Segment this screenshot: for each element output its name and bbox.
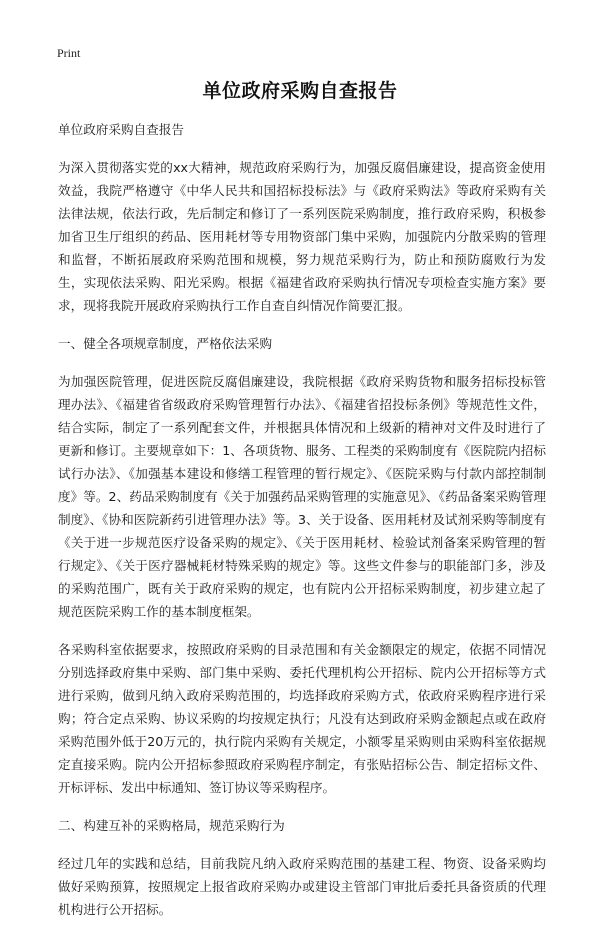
print-link[interactable]: Print — [57, 46, 81, 60]
paragraph-practice: 经过几年的实践和总结，目前我院凡纳入政府采购范围的基建工程、物资、设备采购均做好采购预算，按照规定上报省政府采购办或建设主管部门审批后委托具备资质的代理机构进行公开招标。 — [58, 856, 546, 917]
paragraph-regulations: 为加强医院管理，促进医院反腐倡廉建设，我院根据《政府采购货物和服务招标投标管理办法》、《福建省省级政府采购管理暂行办法》、《福建省招投标条例》等规范性文件，结合实际，制定了一系列配套文件，并根据具体情况和上级新的精神对文件及时进行了更新和修订。主要规章如下：1、各项货物、服务、工程类的采购制度有《医院院内招标试行办法》、《加强基本建设和修缮工程管理的暂行规定》、《医院采购与付款内部控制制度》等。2、药品采购制度有《关于加强药品采购管理的实施意见》、《药品备案采购管理制度》、《协和医院新药引进管理办法》等。3、关于设备、医用耗材及试剂采购等制度有《关于进一步规范医疗设备采购的规定》、《关于医用耗材、检验试剂备案采购管理的暂行规定》、《关于医疗器械耗材特殊采购的规定》等。这些文件参与的职能部门多，涉及的采购范围广，既有关于政府采购的规定，也有院内公开招标采购制度，初步建立起了规范医院采购工作的基本制度框架。 — [58, 374, 546, 619]
section-heading-2: 二、构建互补的采购格局，规范采购行为 — [58, 818, 285, 833]
document-body — [58, 118, 546, 936]
paragraph-procurement-methods: 各采购科室依据要求，按照政府采购的目录范围和有关金额限定的规定，依据不同情况分别选择政府集中采购、部门集中采购、委托代理机构公开招标、院内公开招标等方式进行采购，做到凡纳入政府采购范围的，均选择政府采购方式，依政府采购程序进行采购；符合定点采购、协议采购的均按规定执行；凡没有达到政府采购金额起点或在政府采购范围外低于20万元的，执行院内采购有关规定，小额零星采购则由采购科室依据规定直接采购。院内公开招标参照政府采购程序制定，有张贴招标公告、制定招标文件、开标评标、发出中标通知、签订协议等采购程序。 — [58, 642, 546, 795]
document-subtitle: 单位政府采购自查报告 — [58, 122, 184, 137]
section-heading-1: 一、健全各项规章制度，严格依法采购 — [58, 336, 273, 351]
paragraph-intro: 为深入贯彻落实党的xx大精神，规范政府采购行为，加强反腐倡廉建设，提高资金使用效益，我院严格遵守《中华人民共和国招标投标法》与《政府采购法》等政府采购有关法律法规，依法行政，先后制定和修订了一系列医院采购制度，推行政府采购，积极参加省卫生厅组织的药品、医用耗材等专用物资部门集中采购，加强院内分散采购的管理和监督，不断拓展政府采购范围和规模，努力规范采购行为，防止和预防腐败行为发生，实现依法采购、阳光采购。根据《福建省政府采购执行情况专项检查实施方案》要求，现将我院开展政府采购执行工作自查自纠情况作简要汇报。 — [58, 160, 546, 313]
page-title: 单位政府采购自查报告 — [202, 80, 398, 102]
